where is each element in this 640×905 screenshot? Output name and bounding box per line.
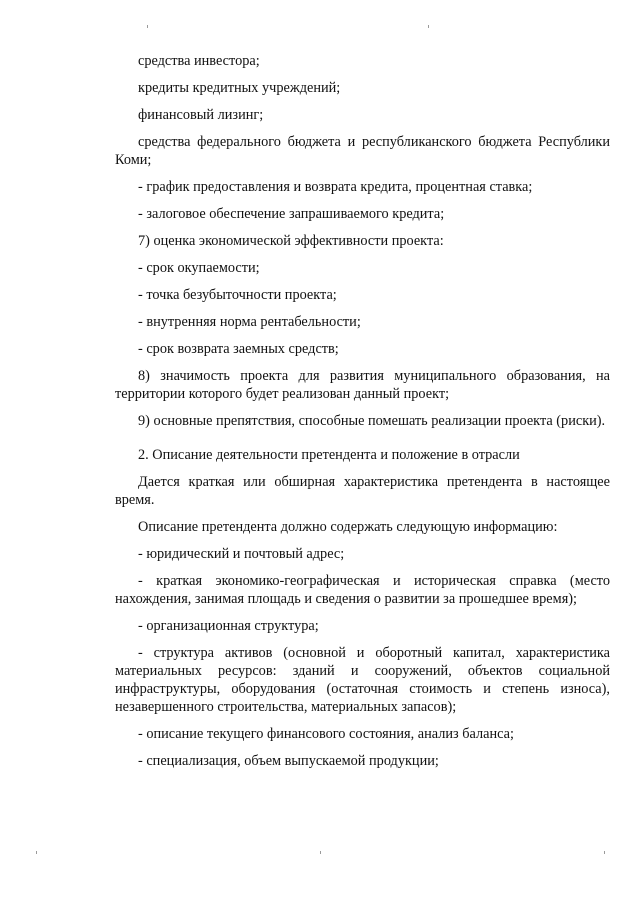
paragraph-breakeven: - точка безубыточности проекта; bbox=[138, 287, 337, 303]
scan-mark-bottom-right bbox=[604, 851, 605, 854]
document-body bbox=[115, 52, 610, 770]
paragraph-investor-funds: средства инвестора; bbox=[138, 53, 260, 69]
paragraph-leasing: финансовый лизинг; bbox=[138, 107, 264, 123]
paragraph-assets: - структура активов (основной и оборотный капитал, характеристика материальных ресурсов: зданий и сооружений, объектов социальной инфраструктуры, оборудования (остаточная стоимость и степень износа), незавершенного строительства, материальных запасов); bbox=[115, 645, 610, 715]
scan-mark-bottom-left bbox=[36, 851, 37, 854]
paragraph-history: - краткая экономико-географическая и историческая справка (место нахождения, занимая площадь и сведения о развитии за прошедшее время); bbox=[115, 573, 610, 607]
paragraph-loan-return: - срок возврата заемных средств; bbox=[138, 341, 339, 357]
paragraph-specialization: - специализация, объем выпускаемой продукции; bbox=[138, 753, 439, 769]
paragraph-risks: 9) основные препятствия, способные помешать реализации проекта (риски). bbox=[138, 413, 606, 429]
paragraph-collateral: - залоговое обеспечение запрашиваемого кредита; bbox=[138, 206, 445, 222]
scan-mark-top-right bbox=[428, 25, 429, 28]
paragraph-efficiency-heading: 7) оценка экономической эффективности проекта: bbox=[138, 233, 444, 249]
paragraph-address: - юридический и почтовый адрес; bbox=[138, 546, 345, 562]
paragraph-payback: - срок окупаемости; bbox=[138, 260, 260, 276]
paragraph-irr: - внутренняя норма рентабельности; bbox=[138, 314, 361, 330]
paragraph-characteristic: Дается краткая или обширная характеристика претендента в настоящее время. bbox=[115, 474, 610, 508]
paragraph-org-structure: - организационная структура; bbox=[138, 618, 319, 634]
scan-mark-top-left bbox=[147, 25, 148, 28]
paragraph-loan-schedule: - график предоставления и возврата кредита, процентная ставка; bbox=[138, 179, 533, 195]
paragraph-budget-funds: средства федерального бюджета и республиканского бюджета Республики Коми; bbox=[115, 134, 610, 168]
paragraph-description-intro: Описание претендента должно содержать следующую информацию: bbox=[138, 519, 558, 535]
paragraph-financial-state: - описание текущего финансового состояния, анализ баланса; bbox=[138, 726, 514, 742]
section-heading-applicant: 2. Описание деятельности претендента и положение в отрасли bbox=[138, 447, 520, 463]
paragraph-bank-loans: кредиты кредитных учреждений; bbox=[138, 80, 341, 96]
paragraph-significance: 8) значимость проекта для развития муниципального образования, на территории которого будет реализован данный проект; bbox=[115, 368, 610, 402]
scan-mark-bottom-center bbox=[320, 851, 321, 854]
